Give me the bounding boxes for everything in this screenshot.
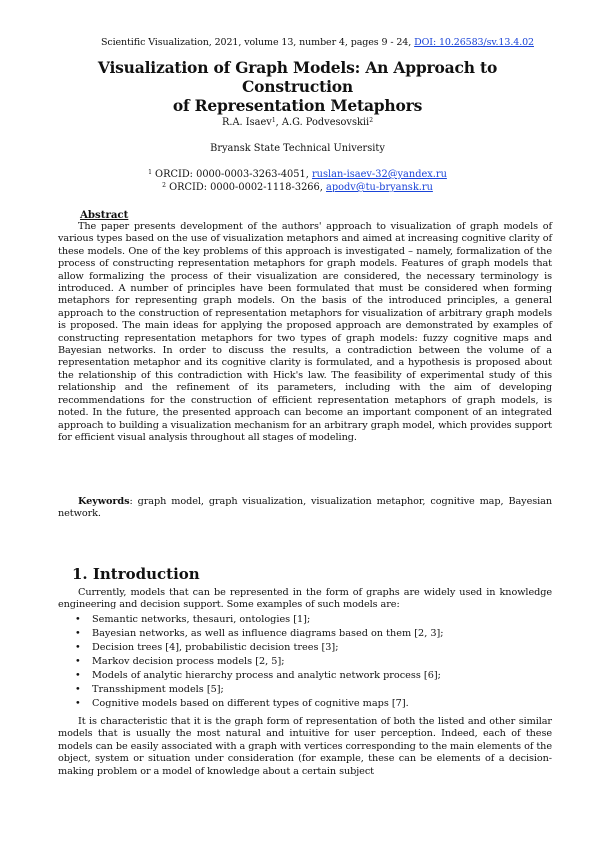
- citation-text: Scientific Visualization, 2021, volume 13, number 4, pages 9 - 24,: [100, 37, 412, 48]
- affiliation: Bryansk State Technical University: [210, 143, 385, 154]
- bullet-glyph: •: [75, 614, 81, 625]
- list-item: [72, 669, 542, 683]
- list-item-text: Markov decision process models [2, 5];: [92, 656, 285, 667]
- list-item-text: Cognitive models based on different types of cognitive maps [7].: [92, 698, 409, 709]
- list-item-text: Transshipment models [5];: [92, 684, 224, 695]
- list-item: [72, 627, 542, 641]
- model-examples-list: [72, 613, 542, 711]
- authors-line: [0, 117, 595, 129]
- list-item-text: Semantic networks, thesauri, ontologies [1];: [92, 614, 311, 625]
- orcid-line-1: [0, 169, 595, 181]
- email-link-1[interactable]: ruslan-isaev-32@yandex.ru: [311, 169, 447, 180]
- list-item: [72, 641, 542, 655]
- title-line-2: of Representation Metaphors: [172, 96, 423, 115]
- doi-link[interactable]: DOI: 10.26583/sv.13.4.02: [414, 37, 534, 48]
- paper-title: [52, 58, 543, 115]
- list-item: [72, 683, 542, 697]
- list-item: [72, 655, 542, 669]
- list-item-text: Decision trees [4], probabilistic decision trees [3];: [92, 642, 339, 653]
- author-2: A.G. Podvesovskii: [281, 117, 370, 128]
- author-separator: ,: [275, 117, 282, 128]
- abstract-heading: Abstract: [80, 209, 129, 221]
- bullet-glyph: •: [75, 656, 81, 667]
- title-line-1: Visualization of Graph Models: An Approach to Construction: [97, 58, 498, 96]
- list-item-text: Bayesian networks, as well as influence diagrams based on them [2, 3];: [92, 628, 444, 639]
- orcid-1-text: ORCID: 0000-0003-3263-4051,: [155, 169, 312, 180]
- author-1-mark: 1: [271, 117, 276, 124]
- orcid-1-mark: 1: [148, 169, 152, 176]
- bullet-glyph: •: [75, 670, 81, 681]
- author-2-mark: 2: [369, 117, 374, 124]
- orcid-2-text: ORCID: 0000-0002-1118-3266,: [169, 182, 326, 193]
- list-item: [72, 697, 542, 711]
- keywords-label: Keywords: [78, 496, 130, 507]
- author-1: R.A. Isaev: [221, 117, 272, 128]
- bullet-glyph: •: [75, 698, 81, 709]
- bullet-glyph: •: [75, 684, 81, 695]
- abstract-text: The paper presents development of the authors' approach to visualization of graph models of various types based on the use of visualization metaphors and aimed at increasing cognitive clarity of these models. One of the key problems of this approach is investigated – namely, formalization of the process of constructing representation metaphors for graph models. Features of graph models that allow formalizing the process of their visualization are considered, the necessary terminology is introduced. A number of principles have been formulated that must be considered when forming metaphors for representing graph models. On the basis of the introduced principles, a general approach to the construction of representation metaphors for visualization of arbitrary graph models is proposed. The main ideas for applying the proposed approach are demonstrated by examples of constructing representation metaphors for two types of graph models: fuzzy cognitive maps and Bayesian networks. In order to discuss the results, a contradiction between the volume of a representation metaphor and its cognitive clarity is formulated, and a hypothesis is proposed about the relationship of this contradiction with Hick's law. The feasibility of experimental study of this relationship and the refinement of its parameters, including with the aim of developing recommendations for the construction of efficient representation metaphors of graph models, is noted. In the future, the presented approach can become an important component of an integrated approach to building a visualization mechanism for an arbitrary graph model, which provides support for efficient visual analysis throughout all stages of modeling.: [58, 221, 552, 443]
- email-link-2[interactable]: apodv@tu-bryansk.ru: [326, 182, 433, 193]
- list-item: [72, 613, 542, 627]
- bullet-glyph: •: [75, 628, 81, 639]
- journal-header: [60, 37, 534, 49]
- keywords-text: : graph model, graph visualization, visualization metaphor, cognitive map, Bayesian network.: [58, 496, 552, 520]
- section-heading-introduction: 1. Introduction: [72, 565, 200, 583]
- orcid-2-mark: 2: [162, 182, 166, 189]
- list-item-text: Models of analytic hierarchy process and analytic network process [6];: [92, 670, 441, 681]
- keywords-paragraph: [58, 496, 552, 521]
- orcid-line-2: [0, 182, 595, 194]
- bullet-glyph: •: [75, 642, 81, 653]
- intro-paragraph-2: It is characteristic that it is the graph form of representation of both the listed and other similar models that is usually the most natural and intuitive for user perception. Indeed, each of these models can be easily associated with a graph with vertices corresponding to the main elements of the object, system or situation under consideration (for example, these can be elements of a decision-making problem or a model of knowledge about a certain subject: [58, 716, 552, 777]
- intro-paragraph-1: Currently, models that can be represented in the form of graphs are widely used in knowledge engineering and decision support. Some examples of such models are:: [58, 587, 552, 611]
